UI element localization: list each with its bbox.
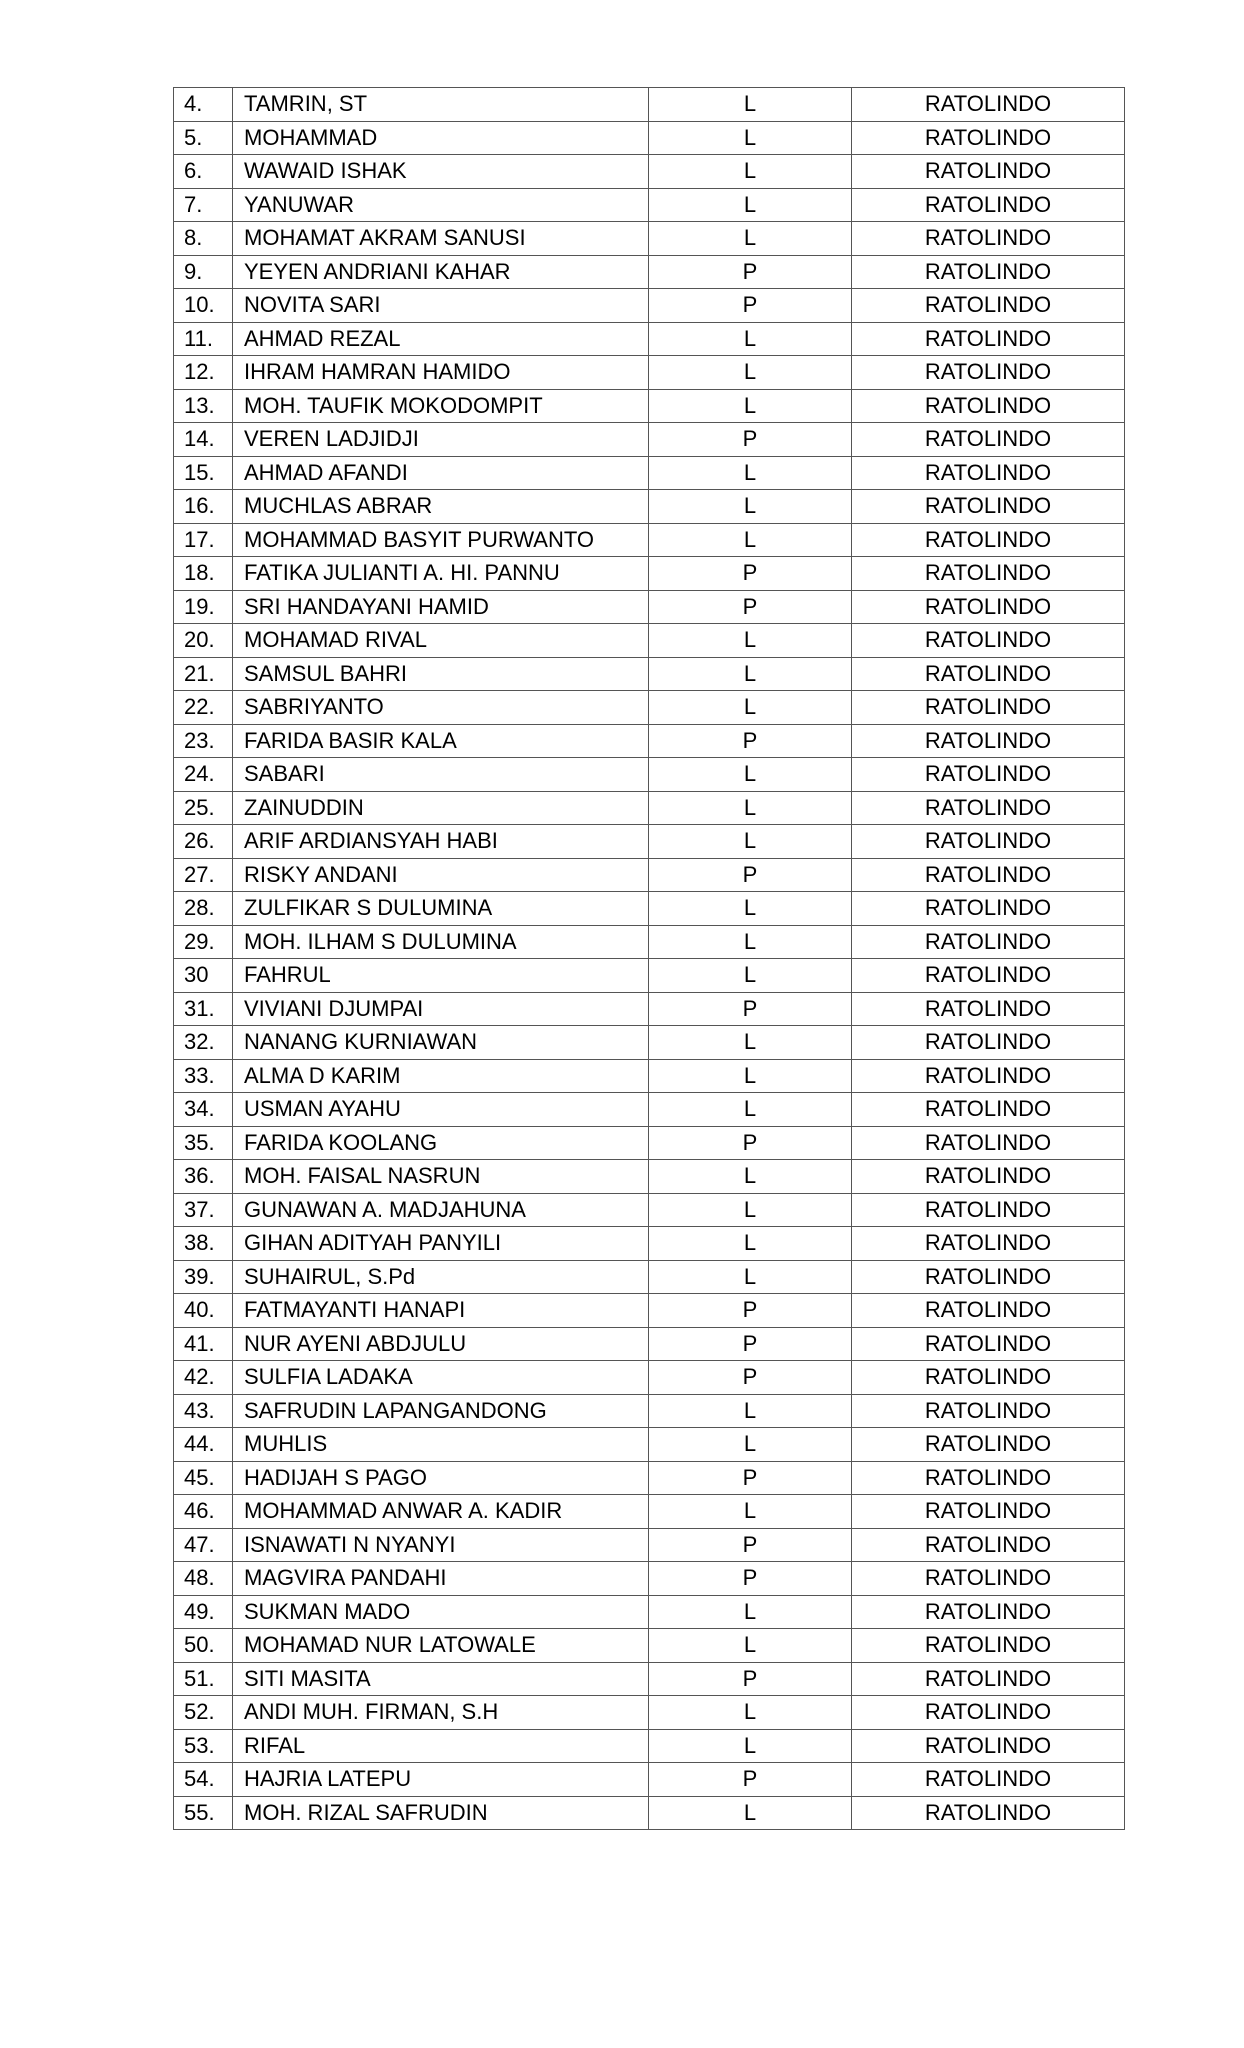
- gender-cell: L: [649, 356, 852, 390]
- row-number-cell: 10.: [174, 289, 233, 323]
- gender-cell: L: [649, 1093, 852, 1127]
- location-cell: RATOLINDO: [852, 1796, 1125, 1830]
- location-cell: RATOLINDO: [852, 892, 1125, 926]
- table-row: [174, 1763, 1125, 1797]
- name-cell: VEREN LADJIDJI: [233, 423, 649, 457]
- name-cell: GUNAWAN A. MADJAHUNA: [233, 1193, 649, 1227]
- location-cell: RATOLINDO: [852, 1193, 1125, 1227]
- row-number-cell: 51.: [174, 1662, 233, 1696]
- table-row: [174, 925, 1125, 959]
- table-row: [174, 1294, 1125, 1328]
- gender-cell: P: [649, 1662, 852, 1696]
- gender-cell: L: [649, 892, 852, 926]
- table-row: [174, 758, 1125, 792]
- gender-cell: L: [649, 1595, 852, 1629]
- name-cell: MUHLIS: [233, 1428, 649, 1462]
- location-cell: RATOLINDO: [852, 1026, 1125, 1060]
- name-cell: SITI MASITA: [233, 1662, 649, 1696]
- gender-cell: P: [649, 1126, 852, 1160]
- row-number-cell: 37.: [174, 1193, 233, 1227]
- location-cell: RATOLINDO: [852, 1562, 1125, 1596]
- table-row: [174, 1394, 1125, 1428]
- table-row: [174, 88, 1125, 122]
- row-number-cell: 33.: [174, 1059, 233, 1093]
- location-cell: RATOLINDO: [852, 1361, 1125, 1395]
- gender-cell: L: [649, 1394, 852, 1428]
- location-cell: RATOLINDO: [852, 222, 1125, 256]
- table-row: [174, 1528, 1125, 1562]
- location-cell: RATOLINDO: [852, 1059, 1125, 1093]
- table-row: [174, 1327, 1125, 1361]
- gender-cell: L: [649, 925, 852, 959]
- row-number-cell: 34.: [174, 1093, 233, 1127]
- table-row: [174, 222, 1125, 256]
- table-row: [174, 1461, 1125, 1495]
- table-row: [174, 456, 1125, 490]
- location-cell: RATOLINDO: [852, 557, 1125, 591]
- name-cell: MOHAMAD NUR LATOWALE: [233, 1629, 649, 1663]
- gender-cell: L: [649, 490, 852, 524]
- table-row: [174, 322, 1125, 356]
- location-cell: RATOLINDO: [852, 624, 1125, 658]
- location-cell: RATOLINDO: [852, 1394, 1125, 1428]
- row-number-cell: 45.: [174, 1461, 233, 1495]
- gender-cell: L: [649, 758, 852, 792]
- location-cell: RATOLINDO: [852, 858, 1125, 892]
- location-cell: RATOLINDO: [852, 590, 1125, 624]
- row-number-cell: 29.: [174, 925, 233, 959]
- gender-cell: L: [649, 389, 852, 423]
- row-number-cell: 7.: [174, 188, 233, 222]
- table-row: [174, 1495, 1125, 1529]
- table-row: [174, 1160, 1125, 1194]
- name-cell: FATMAYANTI HANAPI: [233, 1294, 649, 1328]
- location-cell: RATOLINDO: [852, 456, 1125, 490]
- gender-cell: P: [649, 1562, 852, 1596]
- row-number-cell: 24.: [174, 758, 233, 792]
- table-row: [174, 1026, 1125, 1060]
- document-page: [173, 87, 1124, 1830]
- table-row: [174, 825, 1125, 859]
- name-cell: SRI HANDAYANI HAMID: [233, 590, 649, 624]
- gender-cell: L: [649, 1026, 852, 1060]
- location-cell: RATOLINDO: [852, 1662, 1125, 1696]
- gender-cell: L: [649, 155, 852, 189]
- table-row: [174, 1595, 1125, 1629]
- table-row: [174, 255, 1125, 289]
- table-row: [174, 1562, 1125, 1596]
- gender-cell: L: [649, 624, 852, 658]
- table-row: [174, 590, 1125, 624]
- table-row: [174, 624, 1125, 658]
- gender-cell: P: [649, 1294, 852, 1328]
- row-number-cell: 44.: [174, 1428, 233, 1462]
- participant-table-body: [174, 88, 1125, 1830]
- table-row: [174, 155, 1125, 189]
- name-cell: YANUWAR: [233, 188, 649, 222]
- location-cell: RATOLINDO: [852, 1260, 1125, 1294]
- location-cell: RATOLINDO: [852, 423, 1125, 457]
- table-row: [174, 1260, 1125, 1294]
- location-cell: RATOLINDO: [852, 1729, 1125, 1763]
- name-cell: AHMAD AFANDI: [233, 456, 649, 490]
- location-cell: RATOLINDO: [852, 724, 1125, 758]
- gender-cell: L: [649, 1495, 852, 1529]
- location-cell: RATOLINDO: [852, 356, 1125, 390]
- name-cell: ALMA D KARIM: [233, 1059, 649, 1093]
- gender-cell: L: [649, 657, 852, 691]
- location-cell: RATOLINDO: [852, 523, 1125, 557]
- location-cell: RATOLINDO: [852, 490, 1125, 524]
- row-number-cell: 20.: [174, 624, 233, 658]
- table-row: [174, 858, 1125, 892]
- name-cell: SAFRUDIN LAPANGANDONG: [233, 1394, 649, 1428]
- name-cell: ANDI MUH. FIRMAN, S.H: [233, 1696, 649, 1730]
- row-number-cell: 19.: [174, 590, 233, 624]
- name-cell: MOH. FAISAL NASRUN: [233, 1160, 649, 1194]
- row-number-cell: 54.: [174, 1763, 233, 1797]
- gender-cell: P: [649, 1361, 852, 1395]
- gender-cell: L: [649, 1796, 852, 1830]
- gender-cell: P: [649, 590, 852, 624]
- name-cell: MOHAMMAD BASYIT PURWANTO: [233, 523, 649, 557]
- table-row: [174, 1126, 1125, 1160]
- location-cell: RATOLINDO: [852, 1696, 1125, 1730]
- row-number-cell: 18.: [174, 557, 233, 591]
- table-row: [174, 490, 1125, 524]
- location-cell: RATOLINDO: [852, 925, 1125, 959]
- name-cell: FARIDA KOOLANG: [233, 1126, 649, 1160]
- name-cell: VIVIANI DJUMPAI: [233, 992, 649, 1026]
- table-row: [174, 959, 1125, 993]
- gender-cell: L: [649, 791, 852, 825]
- name-cell: ARIF ARDIANSYAH HABI: [233, 825, 649, 859]
- gender-cell: L: [649, 456, 852, 490]
- location-cell: RATOLINDO: [852, 1093, 1125, 1127]
- table-row: [174, 1193, 1125, 1227]
- name-cell: SUHAIRUL, S.Pd: [233, 1260, 649, 1294]
- name-cell: SABRIYANTO: [233, 691, 649, 725]
- gender-cell: P: [649, 289, 852, 323]
- row-number-cell: 28.: [174, 892, 233, 926]
- table-row: [174, 1428, 1125, 1462]
- location-cell: RATOLINDO: [852, 289, 1125, 323]
- table-row: [174, 892, 1125, 926]
- name-cell: IHRAM HAMRAN HAMIDO: [233, 356, 649, 390]
- gender-cell: P: [649, 423, 852, 457]
- row-number-cell: 14.: [174, 423, 233, 457]
- location-cell: RATOLINDO: [852, 1160, 1125, 1194]
- name-cell: RIFAL: [233, 1729, 649, 1763]
- gender-cell: L: [649, 1428, 852, 1462]
- location-cell: RATOLINDO: [852, 1227, 1125, 1261]
- table-row: [174, 289, 1125, 323]
- gender-cell: L: [649, 1227, 852, 1261]
- row-number-cell: 6.: [174, 155, 233, 189]
- location-cell: RATOLINDO: [852, 1294, 1125, 1328]
- row-number-cell: 22.: [174, 691, 233, 725]
- table-row: [174, 1796, 1125, 1830]
- location-cell: RATOLINDO: [852, 691, 1125, 725]
- table-row: [174, 1729, 1125, 1763]
- gender-cell: L: [649, 188, 852, 222]
- location-cell: RATOLINDO: [852, 1595, 1125, 1629]
- name-cell: ZAINUDDIN: [233, 791, 649, 825]
- table-row: [174, 557, 1125, 591]
- row-number-cell: 49.: [174, 1595, 233, 1629]
- table-row: [174, 1059, 1125, 1093]
- gender-cell: L: [649, 1193, 852, 1227]
- row-number-cell: 39.: [174, 1260, 233, 1294]
- name-cell: MOH. RIZAL SAFRUDIN: [233, 1796, 649, 1830]
- name-cell: TAMRIN, ST: [233, 88, 649, 122]
- row-number-cell: 47.: [174, 1528, 233, 1562]
- gender-cell: L: [649, 959, 852, 993]
- table-row: [174, 121, 1125, 155]
- name-cell: YEYEN ANDRIANI KAHAR: [233, 255, 649, 289]
- name-cell: MOH. ILHAM S DULUMINA: [233, 925, 649, 959]
- name-cell: NOVITA SARI: [233, 289, 649, 323]
- row-number-cell: 52.: [174, 1696, 233, 1730]
- table-row: [174, 1093, 1125, 1127]
- name-cell: HAJRIA LATEPU: [233, 1763, 649, 1797]
- name-cell: ZULFIKAR S DULUMINA: [233, 892, 649, 926]
- name-cell: MOHAMAT AKRAM SANUSI: [233, 222, 649, 256]
- gender-cell: P: [649, 1461, 852, 1495]
- gender-cell: L: [649, 322, 852, 356]
- name-cell: USMAN AYAHU: [233, 1093, 649, 1127]
- row-number-cell: 4.: [174, 88, 233, 122]
- location-cell: RATOLINDO: [852, 825, 1125, 859]
- table-row: [174, 423, 1125, 457]
- location-cell: RATOLINDO: [852, 1528, 1125, 1562]
- location-cell: RATOLINDO: [852, 322, 1125, 356]
- name-cell: MOHAMMAD ANWAR A. KADIR: [233, 1495, 649, 1529]
- table-row: [174, 724, 1125, 758]
- location-cell: RATOLINDO: [852, 155, 1125, 189]
- row-number-cell: 5.: [174, 121, 233, 155]
- row-number-cell: 8.: [174, 222, 233, 256]
- row-number-cell: 21.: [174, 657, 233, 691]
- row-number-cell: 42.: [174, 1361, 233, 1395]
- name-cell: MOHAMAD RIVAL: [233, 624, 649, 658]
- row-number-cell: 11.: [174, 322, 233, 356]
- name-cell: ISNAWATI N NYANYI: [233, 1528, 649, 1562]
- row-number-cell: 46.: [174, 1495, 233, 1529]
- row-number-cell: 25.: [174, 791, 233, 825]
- table-row: [174, 523, 1125, 557]
- row-number-cell: 38.: [174, 1227, 233, 1261]
- name-cell: HADIJAH S PAGO: [233, 1461, 649, 1495]
- row-number-cell: 35.: [174, 1126, 233, 1160]
- table-row: [174, 1696, 1125, 1730]
- location-cell: RATOLINDO: [852, 1461, 1125, 1495]
- location-cell: RATOLINDO: [852, 121, 1125, 155]
- row-number-cell: 36.: [174, 1160, 233, 1194]
- row-number-cell: 12.: [174, 356, 233, 390]
- row-number-cell: 15.: [174, 456, 233, 490]
- table-row: [174, 188, 1125, 222]
- name-cell: RISKY ANDANI: [233, 858, 649, 892]
- location-cell: RATOLINDO: [852, 992, 1125, 1026]
- name-cell: WAWAID ISHAK: [233, 155, 649, 189]
- table-row: [174, 356, 1125, 390]
- gender-cell: L: [649, 1260, 852, 1294]
- row-number-cell: 55.: [174, 1796, 233, 1830]
- row-number-cell: 13.: [174, 389, 233, 423]
- name-cell: MOHAMMAD: [233, 121, 649, 155]
- row-number-cell: 48.: [174, 1562, 233, 1596]
- location-cell: RATOLINDO: [852, 389, 1125, 423]
- gender-cell: L: [649, 523, 852, 557]
- gender-cell: L: [649, 1696, 852, 1730]
- gender-cell: P: [649, 1763, 852, 1797]
- row-number-cell: 50.: [174, 1629, 233, 1663]
- table-row: [174, 657, 1125, 691]
- location-cell: RATOLINDO: [852, 88, 1125, 122]
- row-number-cell: 40.: [174, 1294, 233, 1328]
- name-cell: MUCHLAS ABRAR: [233, 490, 649, 524]
- gender-cell: P: [649, 557, 852, 591]
- location-cell: RATOLINDO: [852, 791, 1125, 825]
- table-row: [174, 791, 1125, 825]
- table-row: [174, 1361, 1125, 1395]
- name-cell: MOH. TAUFIK MOKODOMPIT: [233, 389, 649, 423]
- name-cell: FAHRUL: [233, 959, 649, 993]
- gender-cell: L: [649, 1059, 852, 1093]
- name-cell: SABARI: [233, 758, 649, 792]
- table-row: [174, 1662, 1125, 1696]
- location-cell: RATOLINDO: [852, 959, 1125, 993]
- gender-cell: L: [649, 88, 852, 122]
- row-number-cell: 26.: [174, 825, 233, 859]
- name-cell: NUR AYENI ABDJULU: [233, 1327, 649, 1361]
- row-number-cell: 9.: [174, 255, 233, 289]
- row-number-cell: 17.: [174, 523, 233, 557]
- location-cell: RATOLINDO: [852, 1327, 1125, 1361]
- location-cell: RATOLINDO: [852, 1126, 1125, 1160]
- participant-table: [173, 87, 1125, 1830]
- location-cell: RATOLINDO: [852, 1495, 1125, 1529]
- gender-cell: L: [649, 1160, 852, 1194]
- name-cell: NANANG KURNIAWAN: [233, 1026, 649, 1060]
- name-cell: FARIDA BASIR KALA: [233, 724, 649, 758]
- location-cell: RATOLINDO: [852, 657, 1125, 691]
- row-number-cell: 41.: [174, 1327, 233, 1361]
- gender-cell: L: [649, 121, 852, 155]
- gender-cell: P: [649, 1327, 852, 1361]
- gender-cell: L: [649, 222, 852, 256]
- row-number-cell: 30: [174, 959, 233, 993]
- table-row: [174, 1629, 1125, 1663]
- name-cell: GIHAN ADITYAH PANYILI: [233, 1227, 649, 1261]
- gender-cell: P: [649, 858, 852, 892]
- name-cell: SAMSUL BAHRI: [233, 657, 649, 691]
- name-cell: SUKMAN MADO: [233, 1595, 649, 1629]
- location-cell: RATOLINDO: [852, 188, 1125, 222]
- gender-cell: L: [649, 1729, 852, 1763]
- row-number-cell: 32.: [174, 1026, 233, 1060]
- gender-cell: L: [649, 825, 852, 859]
- table-row: [174, 691, 1125, 725]
- name-cell: SULFIA LADAKA: [233, 1361, 649, 1395]
- row-number-cell: 23.: [174, 724, 233, 758]
- row-number-cell: 27.: [174, 858, 233, 892]
- row-number-cell: 43.: [174, 1394, 233, 1428]
- table-row: [174, 389, 1125, 423]
- gender-cell: P: [649, 992, 852, 1026]
- location-cell: RATOLINDO: [852, 1763, 1125, 1797]
- gender-cell: L: [649, 1629, 852, 1663]
- gender-cell: P: [649, 724, 852, 758]
- row-number-cell: 53.: [174, 1729, 233, 1763]
- gender-cell: P: [649, 255, 852, 289]
- row-number-cell: 31.: [174, 992, 233, 1026]
- name-cell: AHMAD REZAL: [233, 322, 649, 356]
- location-cell: RATOLINDO: [852, 1428, 1125, 1462]
- row-number-cell: 16.: [174, 490, 233, 524]
- location-cell: RATOLINDO: [852, 1629, 1125, 1663]
- name-cell: MAGVIRA PANDAHI: [233, 1562, 649, 1596]
- gender-cell: P: [649, 1528, 852, 1562]
- name-cell: FATIKA JULIANTI A. HI. PANNU: [233, 557, 649, 591]
- table-row: [174, 1227, 1125, 1261]
- location-cell: RATOLINDO: [852, 758, 1125, 792]
- location-cell: RATOLINDO: [852, 255, 1125, 289]
- table-row: [174, 992, 1125, 1026]
- gender-cell: L: [649, 691, 852, 725]
